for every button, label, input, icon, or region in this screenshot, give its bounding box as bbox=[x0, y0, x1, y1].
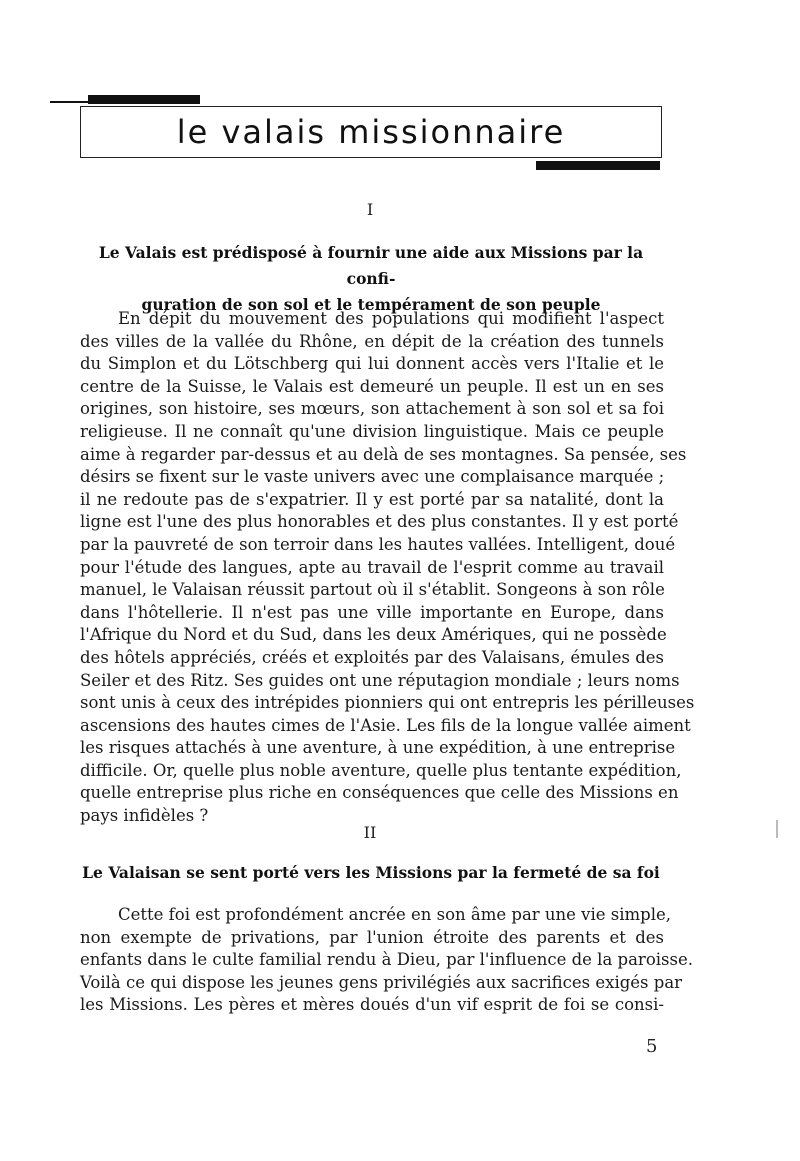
paragraph-line: désirs se fixent sur le vaste univers avec une complaisance marquée ; bbox=[80, 467, 665, 487]
paragraph-line: les risques attachés à une aventure, à une expédition, à une entreprise bbox=[80, 738, 676, 758]
paragraph-line: enfants dans le culte familial rendu à Dieu, par l'influence de la paroisse. bbox=[80, 950, 693, 970]
paragraph-line: sont unis à ceux des intrépides pionniers qui ont entrepris les périlleuses bbox=[80, 693, 695, 713]
title-ornament-top bbox=[88, 95, 200, 104]
paragraph-line: des hôtels appréciés, créés et exploités par des Valaisans, émules des bbox=[80, 647, 664, 667]
paragraph-line: des villes de la vallée du Rhône, en dépit de la création des tunnels bbox=[80, 331, 664, 351]
page-number: 5 bbox=[646, 1036, 658, 1057]
paragraph-line: aime à regarder par-dessus et au delà de ses montagnes. Sa pensée, ses bbox=[80, 444, 687, 464]
section-heading bbox=[80, 860, 662, 886]
paragraph-line: Cette foi est profondément ancrée en son âme par une vie simple, bbox=[118, 905, 672, 924]
paragraph-line: quelle entreprise plus riche en conséquences que celle des Missions en bbox=[80, 783, 679, 803]
paragraph-line: du Simplon et du Lötschberg qui lui donnent accès vers l'Italie et le bbox=[80, 354, 664, 374]
section-heading-line: Le Valais est prédisposé à fournir une aide aux Missions par la confi- bbox=[98, 243, 644, 288]
scan-artifact bbox=[776, 820, 778, 838]
page-title: le valais missionnaire bbox=[176, 113, 566, 151]
paragraph-line: non exempte de privations, par l'union étroite des parents et des bbox=[80, 927, 664, 947]
section-heading bbox=[80, 240, 662, 318]
paragraph-line: centre de la Suisse, le Valais est demeuré un peuple. Il est un en ses bbox=[80, 376, 664, 396]
section-heading-line: Le Valaisan se sent porté vers les Missions par la fermeté de sa foi bbox=[82, 863, 660, 882]
paragraph-line: par la pauvreté de son terroir dans les hautes vallées. Intelligent, doué bbox=[80, 534, 676, 554]
paragraph-line: En dépit du mouvement des populations qui modifient l'aspect bbox=[118, 309, 664, 328]
paragraph-line: ascensions des hautes cimes de l'Asie. Les fils de la longue vallée aiment bbox=[80, 715, 691, 735]
section-number: I bbox=[366, 200, 374, 219]
paragraph-line: les Missions. Les pères et mères doués d'un vif esprit de foi se consi- bbox=[80, 995, 664, 1015]
paragraph-line: il ne redoute pas de s'expatrier. Il y est porté par sa natalité, dont la bbox=[80, 489, 664, 509]
paragraph bbox=[80, 308, 695, 828]
paragraph-line: Seiler et des Ritz. Ses guides ont une réputagion mondiale ; leurs noms bbox=[80, 670, 680, 690]
paragraph-line: origines, son histoire, ses mœurs, son attachement à son sol et sa foi bbox=[80, 399, 664, 419]
paragraph-line: ligne est l'une des plus honorables et des plus constantes. Il y est porté bbox=[80, 512, 679, 532]
section-heading-line: guration de son sol et le tempérament de son peuple bbox=[141, 295, 601, 314]
paragraph-line: dans l'hôtellerie. Il n'est pas une ville importante en Europe, dans bbox=[80, 602, 664, 622]
paragraph-line: pays infidèles ? bbox=[80, 806, 209, 826]
paragraph-line: religieuse. Il ne connaît qu'une division linguistique. Mais ce peuple bbox=[80, 421, 664, 441]
paragraph-line: manuel, le Valaisan réussit partout où il s'établit. Songeons à son rôle bbox=[80, 580, 665, 600]
paragraph-line: Voilà ce qui dispose les jeunes gens privilégiés aux sacrifices exigés par bbox=[80, 972, 683, 992]
section-number: II bbox=[363, 823, 377, 842]
paragraph bbox=[80, 904, 693, 1017]
paragraph-line: pour l'étude des langues, apte au travail de l'esprit comme au travail bbox=[80, 557, 664, 577]
title-frame bbox=[80, 106, 662, 158]
paragraph-line: l'Afrique du Nord et du Sud, dans les deux Amériques, qui ne possède bbox=[80, 625, 667, 645]
title-ornament-bottom bbox=[536, 161, 660, 170]
paragraph-line: difficile. Or, quelle plus noble aventure, quelle plus tentante expédition, bbox=[80, 760, 682, 780]
